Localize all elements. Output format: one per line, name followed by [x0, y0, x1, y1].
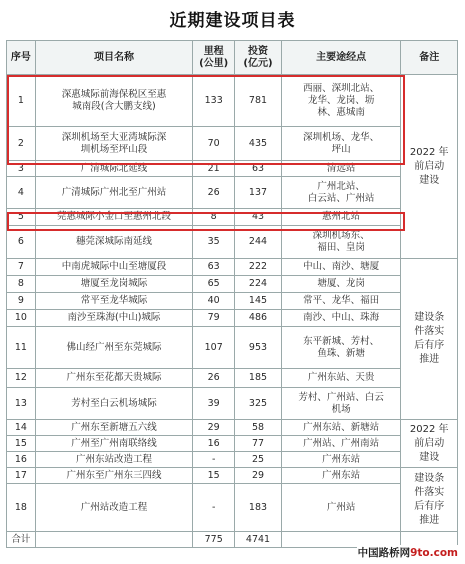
cell-length: 40 — [193, 293, 235, 310]
cell-investment: 435 — [235, 127, 282, 161]
table-row — [7, 310, 458, 327]
cell-name: 深惠城际前海保税区至惠 城南段(含大鹏支线) — [35, 75, 192, 127]
cell-investment: 222 — [235, 259, 282, 276]
total-label: 合计 — [7, 532, 36, 548]
table-row — [7, 484, 458, 532]
cell-length: 8 — [193, 209, 235, 226]
cell-length: 65 — [193, 276, 235, 293]
cell-points: 中山、南沙、塘厦 — [281, 259, 401, 276]
cell-length: 15 — [193, 468, 235, 484]
cell-seq: 14 — [7, 420, 36, 436]
table-row — [7, 327, 458, 369]
table-row — [7, 468, 458, 484]
cell-seq: 13 — [7, 388, 36, 420]
table-row — [7, 388, 458, 420]
header-points: 主要途经点 — [281, 41, 401, 75]
cell-length: - — [193, 452, 235, 468]
cell-length: 21 — [193, 161, 235, 177]
cell-name: 芳村至白云机场城际 — [35, 388, 192, 420]
cell-points: 清远站 — [281, 161, 401, 177]
table-row — [7, 127, 458, 161]
cell-investment: 58 — [235, 420, 282, 436]
cell-points: 广州东站、天贵 — [281, 369, 401, 388]
table-row — [7, 75, 458, 127]
cell-name: 莞惠城际小金口至惠州北段 — [35, 209, 192, 226]
cell-name: 广州东站改造工程 — [35, 452, 192, 468]
cell-investment: 29 — [235, 468, 282, 484]
note-group-3: 2022 年 前启动 建设 — [401, 420, 458, 468]
cell-seq: 3 — [7, 161, 36, 177]
cell-points: 西丽、深圳北站、 龙华、龙岗、坜 林、惠城南 — [281, 75, 401, 127]
cell-seq: 11 — [7, 327, 36, 369]
cell-investment: 77 — [235, 436, 282, 452]
project-table — [6, 40, 458, 548]
cell-investment: 325 — [235, 388, 282, 420]
cell-length: 26 — [193, 177, 235, 209]
cell-length: 63 — [193, 259, 235, 276]
cell-investment: 244 — [235, 226, 282, 259]
cell-investment: 781 — [235, 75, 282, 127]
watermark: 中国路桥网9to.com — [357, 547, 458, 559]
table-row — [7, 259, 458, 276]
cell-name: 广州东至花都天贵城际 — [35, 369, 192, 388]
cell-seq: 9 — [7, 293, 36, 310]
cell-name: 广州东至广州东三四线 — [35, 468, 192, 484]
cell-seq: 17 — [7, 468, 36, 484]
header-note: 备注 — [401, 41, 458, 75]
table-row — [7, 161, 458, 177]
cell-investment: 953 — [235, 327, 282, 369]
cell-seq: 8 — [7, 276, 36, 293]
cell-investment: 145 — [235, 293, 282, 310]
table-row — [7, 452, 458, 468]
cell-name: 南沙至珠海(中山)城际 — [35, 310, 192, 327]
cell-name: 广清城际北延线 — [35, 161, 192, 177]
cell-investment: 486 — [235, 310, 282, 327]
cell-name: 深圳机场至大亚湾城际深 圳机场至坪山段 — [35, 127, 192, 161]
header-name: 项目名称 — [35, 41, 192, 75]
cell-name: 中南虎城际中山至塘厦段 — [35, 259, 192, 276]
cell-points: 广州东站 — [281, 452, 401, 468]
cell-investment: 43 — [235, 209, 282, 226]
cell-length: 39 — [193, 388, 235, 420]
cell-seq: 7 — [7, 259, 36, 276]
table-row — [7, 369, 458, 388]
table-row — [7, 226, 458, 259]
cell-length: 70 — [193, 127, 235, 161]
cell-investment: 185 — [235, 369, 282, 388]
table-row — [7, 209, 458, 226]
cell-seq: 1 — [7, 75, 36, 127]
table-row — [7, 420, 458, 436]
cell-name: 塘厦至龙岗城际 — [35, 276, 192, 293]
cell-seq: 15 — [7, 436, 36, 452]
cell-seq: 18 — [7, 484, 36, 532]
cell-points: 常平、龙华、福田 — [281, 293, 401, 310]
cell-name: 常平至龙华城际 — [35, 293, 192, 310]
cell-seq: 12 — [7, 369, 36, 388]
header-investment: 投资 (亿元) — [235, 41, 282, 75]
table-row — [7, 436, 458, 452]
cell-investment: 137 — [235, 177, 282, 209]
header-length: 里程 (公里) — [193, 41, 235, 75]
cell-length: 79 — [193, 310, 235, 327]
cell-seq: 2 — [7, 127, 36, 161]
cell-points: 塘厦、龙岗 — [281, 276, 401, 293]
cell-points: 东平新城、芳村、 鱼珠、新塘 — [281, 327, 401, 369]
cell-points: 广州东站、新塘站 — [281, 420, 401, 436]
cell-name: 广清城际广州北至广州站 — [35, 177, 192, 209]
cell-seq: 6 — [7, 226, 36, 259]
cell-name: 广州至广州南联络线 — [35, 436, 192, 452]
note-group-4: 建设条 件落实 后有序 推进 — [401, 468, 458, 532]
cell-points: 深圳机场、龙华、 坪山 — [281, 127, 401, 161]
cell-seq: 4 — [7, 177, 36, 209]
cell-points: 广州站 — [281, 484, 401, 532]
page-title: 近期建设项目表 — [169, 11, 296, 31]
table-row — [7, 177, 458, 209]
cell-name: 广州东至新塘五六线 — [35, 420, 192, 436]
cell-name: 广州站改造工程 — [35, 484, 192, 532]
total-name-empty — [35, 532, 192, 548]
header-seq: 序号 — [7, 41, 36, 75]
cell-points: 广州北站、 白云站、广州站 — [281, 177, 401, 209]
cell-points: 广州站、广州南站 — [281, 436, 401, 452]
cell-name: 佛山经广州至东莞城际 — [35, 327, 192, 369]
cell-seq: 5 — [7, 209, 36, 226]
cell-investment: 25 — [235, 452, 282, 468]
cell-length: 133 — [193, 75, 235, 127]
cell-points: 深圳机场东、 福田、皇岗 — [281, 226, 401, 259]
cell-investment: 183 — [235, 484, 282, 532]
cell-length: 26 — [193, 369, 235, 388]
table-row — [7, 293, 458, 310]
note-group-1: 2022 年 前启动 建设 — [401, 75, 458, 259]
cell-length: - — [193, 484, 235, 532]
cell-length: 107 — [193, 327, 235, 369]
cell-points: 芳村、广州站、白云 机场 — [281, 388, 401, 420]
cell-points: 南沙、中山、珠海 — [281, 310, 401, 327]
cell-name: 穗莞深城际南延线 — [35, 226, 192, 259]
cell-seq: 16 — [7, 452, 36, 468]
table-row — [7, 276, 458, 293]
cell-length: 29 — [193, 420, 235, 436]
cell-points: 惠州北站 — [281, 209, 401, 226]
cell-length: 16 — [193, 436, 235, 452]
cell-investment: 224 — [235, 276, 282, 293]
total-investment: 4741 — [235, 532, 282, 548]
cell-investment: 63 — [235, 161, 282, 177]
cell-length: 35 — [193, 226, 235, 259]
cell-seq: 10 — [7, 310, 36, 327]
note-group-2: 建设条 件落实 后有序 推进 — [401, 259, 458, 420]
cell-points: 广州东站 — [281, 468, 401, 484]
total-length: 775 — [193, 532, 235, 548]
